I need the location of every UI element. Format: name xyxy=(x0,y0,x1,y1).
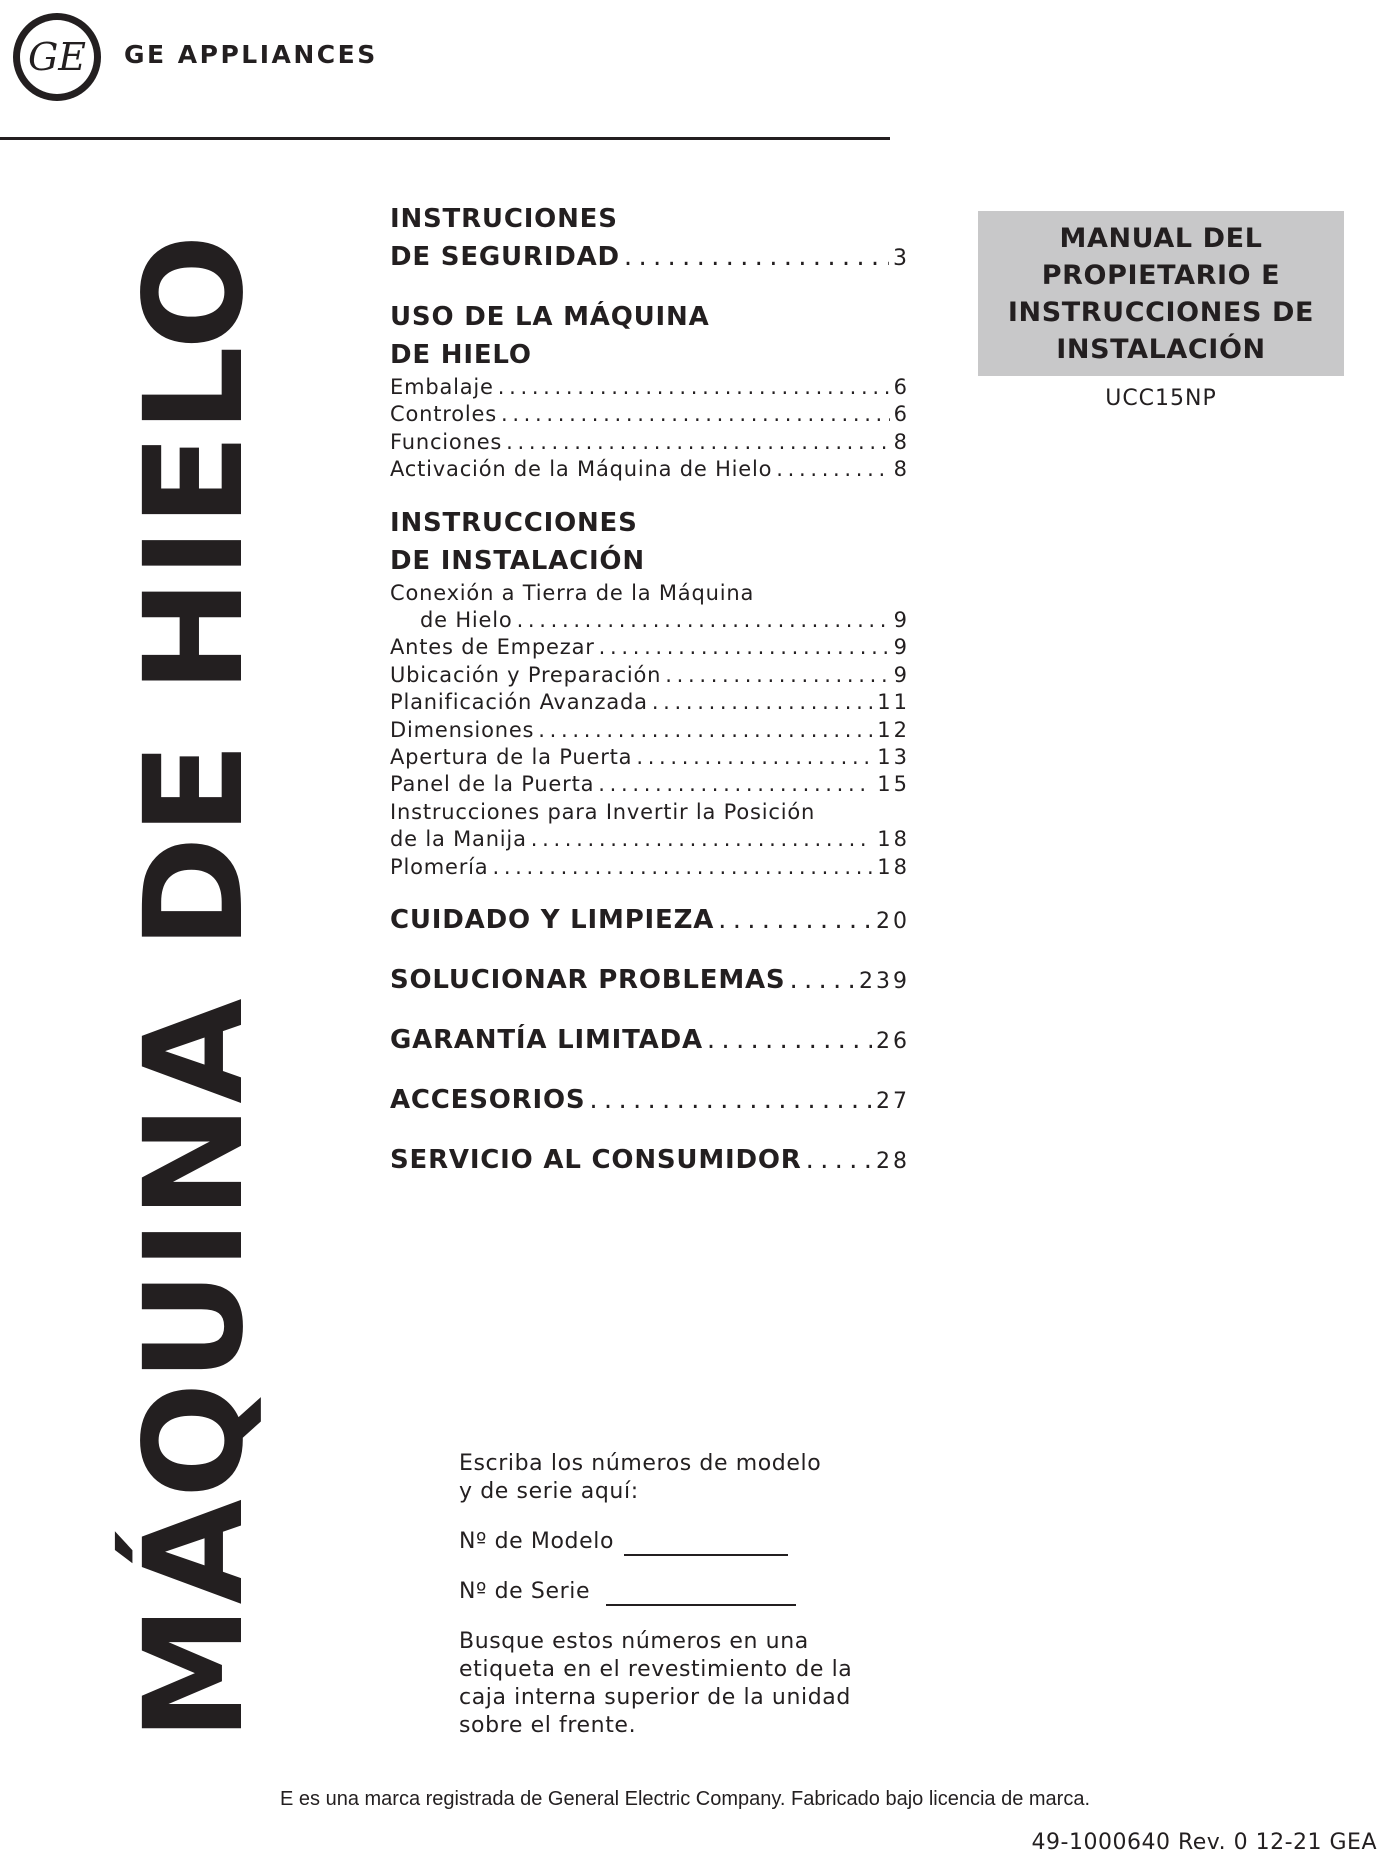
dot-leader xyxy=(789,961,855,999)
toc-item[interactable]: Plomería . . . 18 xyxy=(390,854,910,881)
document-number: 49-1000640 Rev. 0 12-21 GEA xyxy=(1031,1830,1377,1855)
toc-section-warranty[interactable]: GARANTÍA LIMITADA . . . 26 xyxy=(390,1021,910,1061)
header-divider xyxy=(0,137,890,140)
dot-leader xyxy=(665,662,889,689)
record-note: caja interna superior de la unidad xyxy=(459,1685,851,1710)
brand-name: GE APPLIANCES xyxy=(124,40,378,69)
product-title: MÁQUINA DE HIELO xyxy=(116,233,274,1741)
toc-section-accessories[interactable]: ACCESORIOS . . . 27 xyxy=(390,1081,910,1121)
dot-leader xyxy=(776,456,889,483)
serial-number-field xyxy=(459,1578,899,1606)
toc-section-consumer-service[interactable]: SERVICIO AL CONSUMIDOR . . . 28 xyxy=(390,1141,910,1181)
record-note: etiqueta en el revestimiento de la xyxy=(459,1657,853,1682)
dot-leader xyxy=(589,1081,872,1119)
vertical-title-container xyxy=(116,197,274,1777)
model-number: UCC15NP xyxy=(1105,386,1217,411)
model-number-blank[interactable] xyxy=(624,1532,788,1556)
toc-item[interactable]: Planificación Avanzada . . . 11 xyxy=(390,689,910,716)
toc-page-number: 3 xyxy=(893,246,910,271)
toc-item[interactable]: Antes de Empezar . . . 9 xyxy=(390,634,910,661)
dot-leader xyxy=(707,1021,872,1059)
toc-section-usage xyxy=(390,298,910,484)
toc-heading: DE SEGURIDAD xyxy=(390,242,620,272)
toc-item-label[interactable]: Instrucciones para Invertir la Posición xyxy=(390,799,816,824)
dot-leader xyxy=(538,717,873,744)
serial-number-label: Nº de Serie xyxy=(459,1579,591,1604)
toc-item[interactable]: de Hielo . . . 9 xyxy=(390,607,910,634)
toc-item[interactable]: Controles . . . 6 xyxy=(390,401,910,428)
toc-heading: DE INSTALACIÓN xyxy=(390,545,645,576)
toc-item[interactable]: Ubicación y Preparación . . . 9 xyxy=(390,662,910,689)
dot-leader xyxy=(492,854,873,881)
dot-leader xyxy=(517,607,890,634)
toc-section-care[interactable]: CUIDADO Y LIMPIEZA . . . 20 xyxy=(390,901,910,941)
toc-item[interactable]: Panel de la Puerta . . . 15 xyxy=(390,771,910,798)
dot-leader xyxy=(598,771,873,798)
serial-number-blank[interactable] xyxy=(606,1582,796,1606)
toc-heading: INSTRUCIONES xyxy=(390,204,618,234)
toc-item[interactable]: de la Manija . . . 18 xyxy=(390,826,910,853)
svg-text:GE: GE xyxy=(27,35,87,79)
model-number-field xyxy=(459,1528,899,1556)
dot-leader xyxy=(636,744,873,771)
dot-leader xyxy=(599,634,890,661)
toc-heading: DE HIELO xyxy=(390,340,532,370)
record-numbers-section xyxy=(459,1450,899,1740)
dot-leader xyxy=(506,429,889,456)
dot-leader xyxy=(806,1141,872,1179)
dot-leader xyxy=(718,901,872,939)
toc-heading: INSTRUCCIONES xyxy=(390,507,638,538)
toc-heading-row xyxy=(390,238,910,278)
dot-leader xyxy=(531,826,874,853)
record-note: sobre el frente. xyxy=(459,1713,637,1738)
trademark-notice: E es una marca registrada de General Electric Company. Fabricado bajo licencia de marca. xyxy=(280,1788,1091,1810)
toc-section-safety[interactable] xyxy=(390,200,910,278)
manual-title-box xyxy=(978,211,1344,376)
dot-leader xyxy=(498,374,890,401)
toc-item[interactable]: Activación de la Máquina de Hielo . . . 8 xyxy=(390,456,910,483)
toc-section-install xyxy=(390,504,910,881)
toc-section-troubleshooting[interactable]: SOLUCIONAR PROBLEMAS . . . 239 xyxy=(390,961,910,1001)
toc-item[interactable]: Embalaje . . . 6 xyxy=(390,374,910,401)
record-note: Busque estos números en una xyxy=(459,1629,809,1654)
record-intro: y de serie aquí: xyxy=(459,1479,639,1504)
model-number-label: Nº de Modelo xyxy=(459,1529,615,1554)
toc-item[interactable]: Apertura de la Puerta . . . 13 xyxy=(390,744,910,771)
table-of-contents xyxy=(390,200,910,1201)
toc-item-label[interactable]: Conexión a Tierra de la Máquina xyxy=(390,580,755,605)
toc-item[interactable]: Dimensiones . . . 12 xyxy=(390,717,910,744)
ge-logo-icon xyxy=(10,10,104,104)
manual-title: MANUAL DEL PROPIETARIO E INSTRUCCIONES DE INSTALACIÓN xyxy=(1007,222,1315,365)
dot-leader xyxy=(501,401,890,428)
record-intro: Escriba los números de modelo xyxy=(459,1451,822,1476)
dot-leader xyxy=(624,238,889,276)
dot-leader xyxy=(652,689,873,716)
toc-item[interactable]: Funciones . . . 8 xyxy=(390,429,910,456)
toc-heading: USO DE LA MÁQUINA xyxy=(390,302,710,332)
